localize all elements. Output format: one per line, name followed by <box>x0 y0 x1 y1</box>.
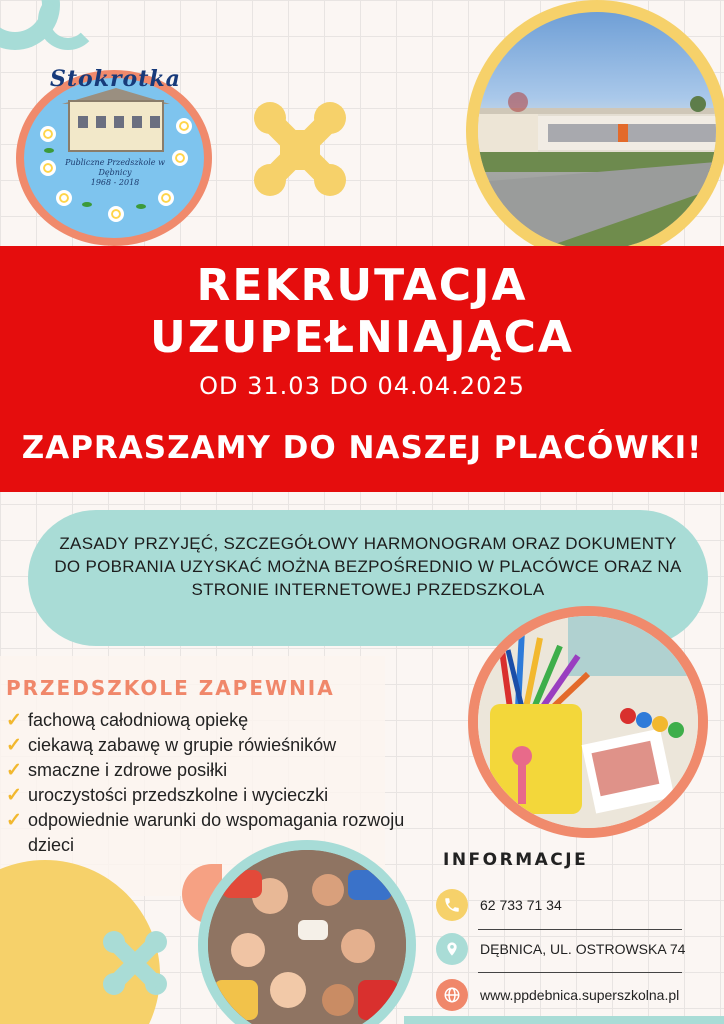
daisy-icon <box>40 126 56 142</box>
benefit-item <box>6 733 426 758</box>
building-photo-illustration <box>478 12 716 250</box>
benefit-text: uroczystości przedszkolne i wycieczki <box>28 785 329 805</box>
decorative-yellow-blob <box>246 96 354 204</box>
check-icon: ✓ <box>6 760 22 781</box>
check-icon: ✓ <box>6 810 22 831</box>
phone-icon <box>436 889 468 921</box>
crayons-photo-illustration <box>478 616 698 828</box>
info-address-row <box>436 930 718 968</box>
logo-window <box>150 116 160 128</box>
benefit-text: odpowiednie warunki do wspomagania rozwoju dzieci <box>28 810 405 855</box>
recruitment-dates: OD 31.03 DO 04.04.2025 <box>199 372 525 400</box>
benefit-text: smaczne i zdrowe posiłki <box>28 760 228 780</box>
decorative-teal-arc-small <box>38 0 98 50</box>
headline-supplementary: UZUPEŁNIAJĄCA <box>150 312 574 363</box>
daisy-icon <box>172 150 188 166</box>
headline-recruitment: REKRUTACJA <box>196 260 528 311</box>
info-title: INFORMACJE <box>443 850 589 870</box>
benefit-item <box>6 758 426 783</box>
phone-icon-glyph <box>443 896 461 914</box>
check-icon: ✓ <box>6 710 22 731</box>
daisy-icon <box>158 190 174 206</box>
benefits-title: PRZEDSZKOLE ZAPEWNIA <box>6 676 335 700</box>
benefit-text: ciekawą zabawę w grupie rówieśników <box>28 735 337 755</box>
logo-subtitle-years: 1968 - 2018 <box>90 178 140 187</box>
crayons-photo <box>478 616 698 828</box>
daisy-icon <box>176 118 192 134</box>
logo-subtitle-name: Publiczne Przedszkole w Dębnicy <box>65 158 165 177</box>
info-website-row[interactable] <box>436 976 718 1014</box>
leaf-icon <box>44 148 54 153</box>
address: DĘBNICA, UL. OSTROWSKA 74 <box>480 941 686 957</box>
notice-text: ZASADY PRZYJĘĆ, SZCZEGÓŁOWY HARMONOGRAM ORAZ DOKUMENTY DO POBRANIA UZYSKAĆ MOŻNA BEZPOŚREDNIO W PLACÓWCE ORAZ NA STRONIE INTERNETOWEJ PRZEDSZKOLA <box>54 534 682 599</box>
benefits-list <box>6 708 426 858</box>
location-pin-icon-glyph <box>444 940 460 958</box>
logo-window <box>132 116 142 128</box>
website-link[interactable]: www.ppdebnica.superszkolna.pl <box>480 987 680 1003</box>
daisy-icon <box>56 190 72 206</box>
invitation-text: ZAPRASZAMY DO NASZEJ PLACÓWKI! <box>21 430 703 466</box>
logo-window <box>96 116 106 128</box>
check-icon: ✓ <box>6 785 22 806</box>
globe-icon <box>436 979 468 1011</box>
decorative-teal-blob <box>100 928 170 998</box>
phone-number: 62 733 71 34 <box>480 897 562 913</box>
globe-icon-glyph <box>443 986 461 1004</box>
benefit-text: fachową całodniową opiekę <box>28 710 249 730</box>
logo-subtitle <box>56 158 174 188</box>
benefit-item <box>6 808 426 858</box>
logo-window <box>114 116 124 128</box>
decorative-teal-strip <box>404 1016 724 1024</box>
check-icon: ✓ <box>6 735 22 756</box>
info-phone-row <box>436 886 718 924</box>
daisy-icon <box>40 160 56 176</box>
logo-window <box>78 116 88 128</box>
leaf-icon <box>82 202 92 207</box>
daisy-icon <box>108 206 124 222</box>
benefit-item <box>6 783 426 808</box>
location-pin-icon <box>436 933 468 965</box>
logo-name: Stokrotka <box>50 66 181 92</box>
benefit-item <box>6 708 426 733</box>
leaf-icon <box>136 204 146 209</box>
divider <box>478 972 682 973</box>
building-photo <box>478 12 716 250</box>
